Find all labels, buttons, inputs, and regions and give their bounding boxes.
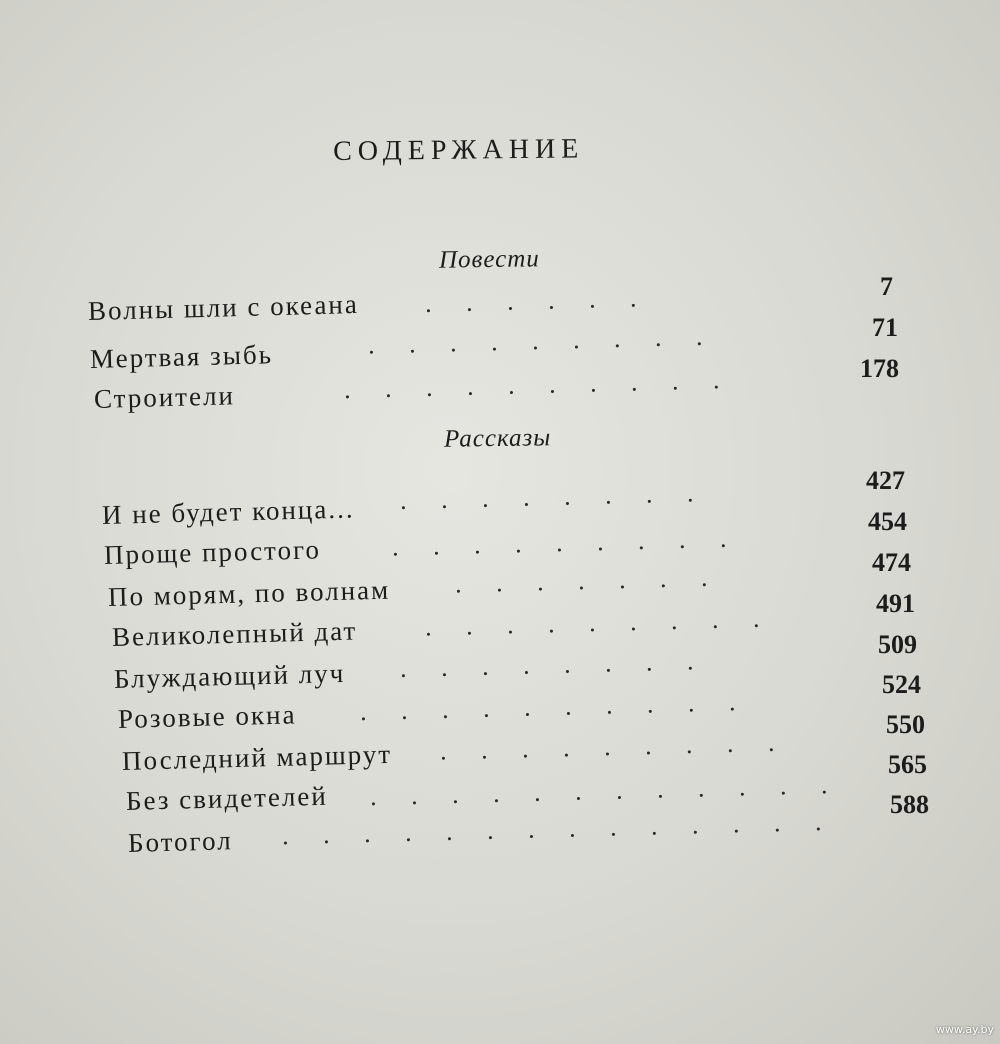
toc-page-number: 427: [866, 466, 905, 495]
watermark-text: www.ay.by: [935, 1023, 994, 1036]
toc-leader-dots: . . . . . . . . . .: [343, 364, 734, 405]
toc-leader-dots: . . . . . . . . .: [439, 727, 789, 766]
toc-entry-title: Великолепный дат: [111, 615, 358, 652]
toc-leader-dots: . . . . . . . .: [399, 477, 708, 516]
toc-entry-title: По морям, по волнам: [107, 574, 391, 612]
page-title: СОДЕРЖАНИЕ: [333, 133, 585, 167]
toc-leader-dots: . . . . . . . . .: [367, 321, 717, 360]
toc-page-number: 474: [872, 548, 911, 577]
toc-page-number: 550: [886, 710, 925, 739]
toc-leader-dots: . . . . . . . . . .: [359, 686, 750, 727]
toc-leader-dots: . . . . . . . .: [399, 645, 708, 684]
toc-page-number: 7: [880, 272, 893, 301]
toc-page-number: 71: [872, 313, 898, 342]
toc-page-number: 491: [876, 589, 915, 618]
toc-entry-title: Розовые окна: [117, 699, 297, 734]
toc-page-number: 178: [860, 354, 899, 383]
toc-leader-dots: . . . . . . . . . . . . . .: [281, 806, 836, 851]
toc-entry-title: Без свидетелей: [125, 780, 329, 816]
section-heading-povesti: Повести: [438, 245, 541, 274]
toc-entry-title: Мертвая зыбь: [89, 339, 274, 374]
toc-entry-title: Волны шли с океана: [87, 288, 360, 326]
toc-entry-title: Строители: [93, 380, 236, 414]
toc-entry-title: Проще простого: [103, 534, 322, 570]
toc-page-number: 524: [882, 670, 921, 699]
toc-entry-title: И не будет конца...: [101, 493, 355, 530]
toc-leader-dots: . . . . . . . . .: [424, 603, 774, 642]
toc-leader-dots: . . . . . . .: [454, 562, 722, 599]
toc-page-number: 454: [868, 507, 907, 536]
toc-leader-dots: . . . . . . . . .: [391, 523, 741, 562]
section-heading-rasskazy: Рассказы: [443, 424, 552, 453]
toc-leader-dots: . . . . . .: [424, 283, 651, 318]
toc-page-number: 565: [888, 750, 927, 779]
toc-page-number: 588: [890, 790, 929, 819]
toc-entry-title: Ботогол: [127, 825, 233, 858]
toc-leader-dots: . . . . . . . . . . . .: [369, 769, 842, 812]
toc-entry-title: Блуждающий луч: [113, 657, 346, 694]
toc-entry-title: Последний маршрут: [121, 738, 393, 776]
toc-page-number: 509: [878, 630, 917, 659]
